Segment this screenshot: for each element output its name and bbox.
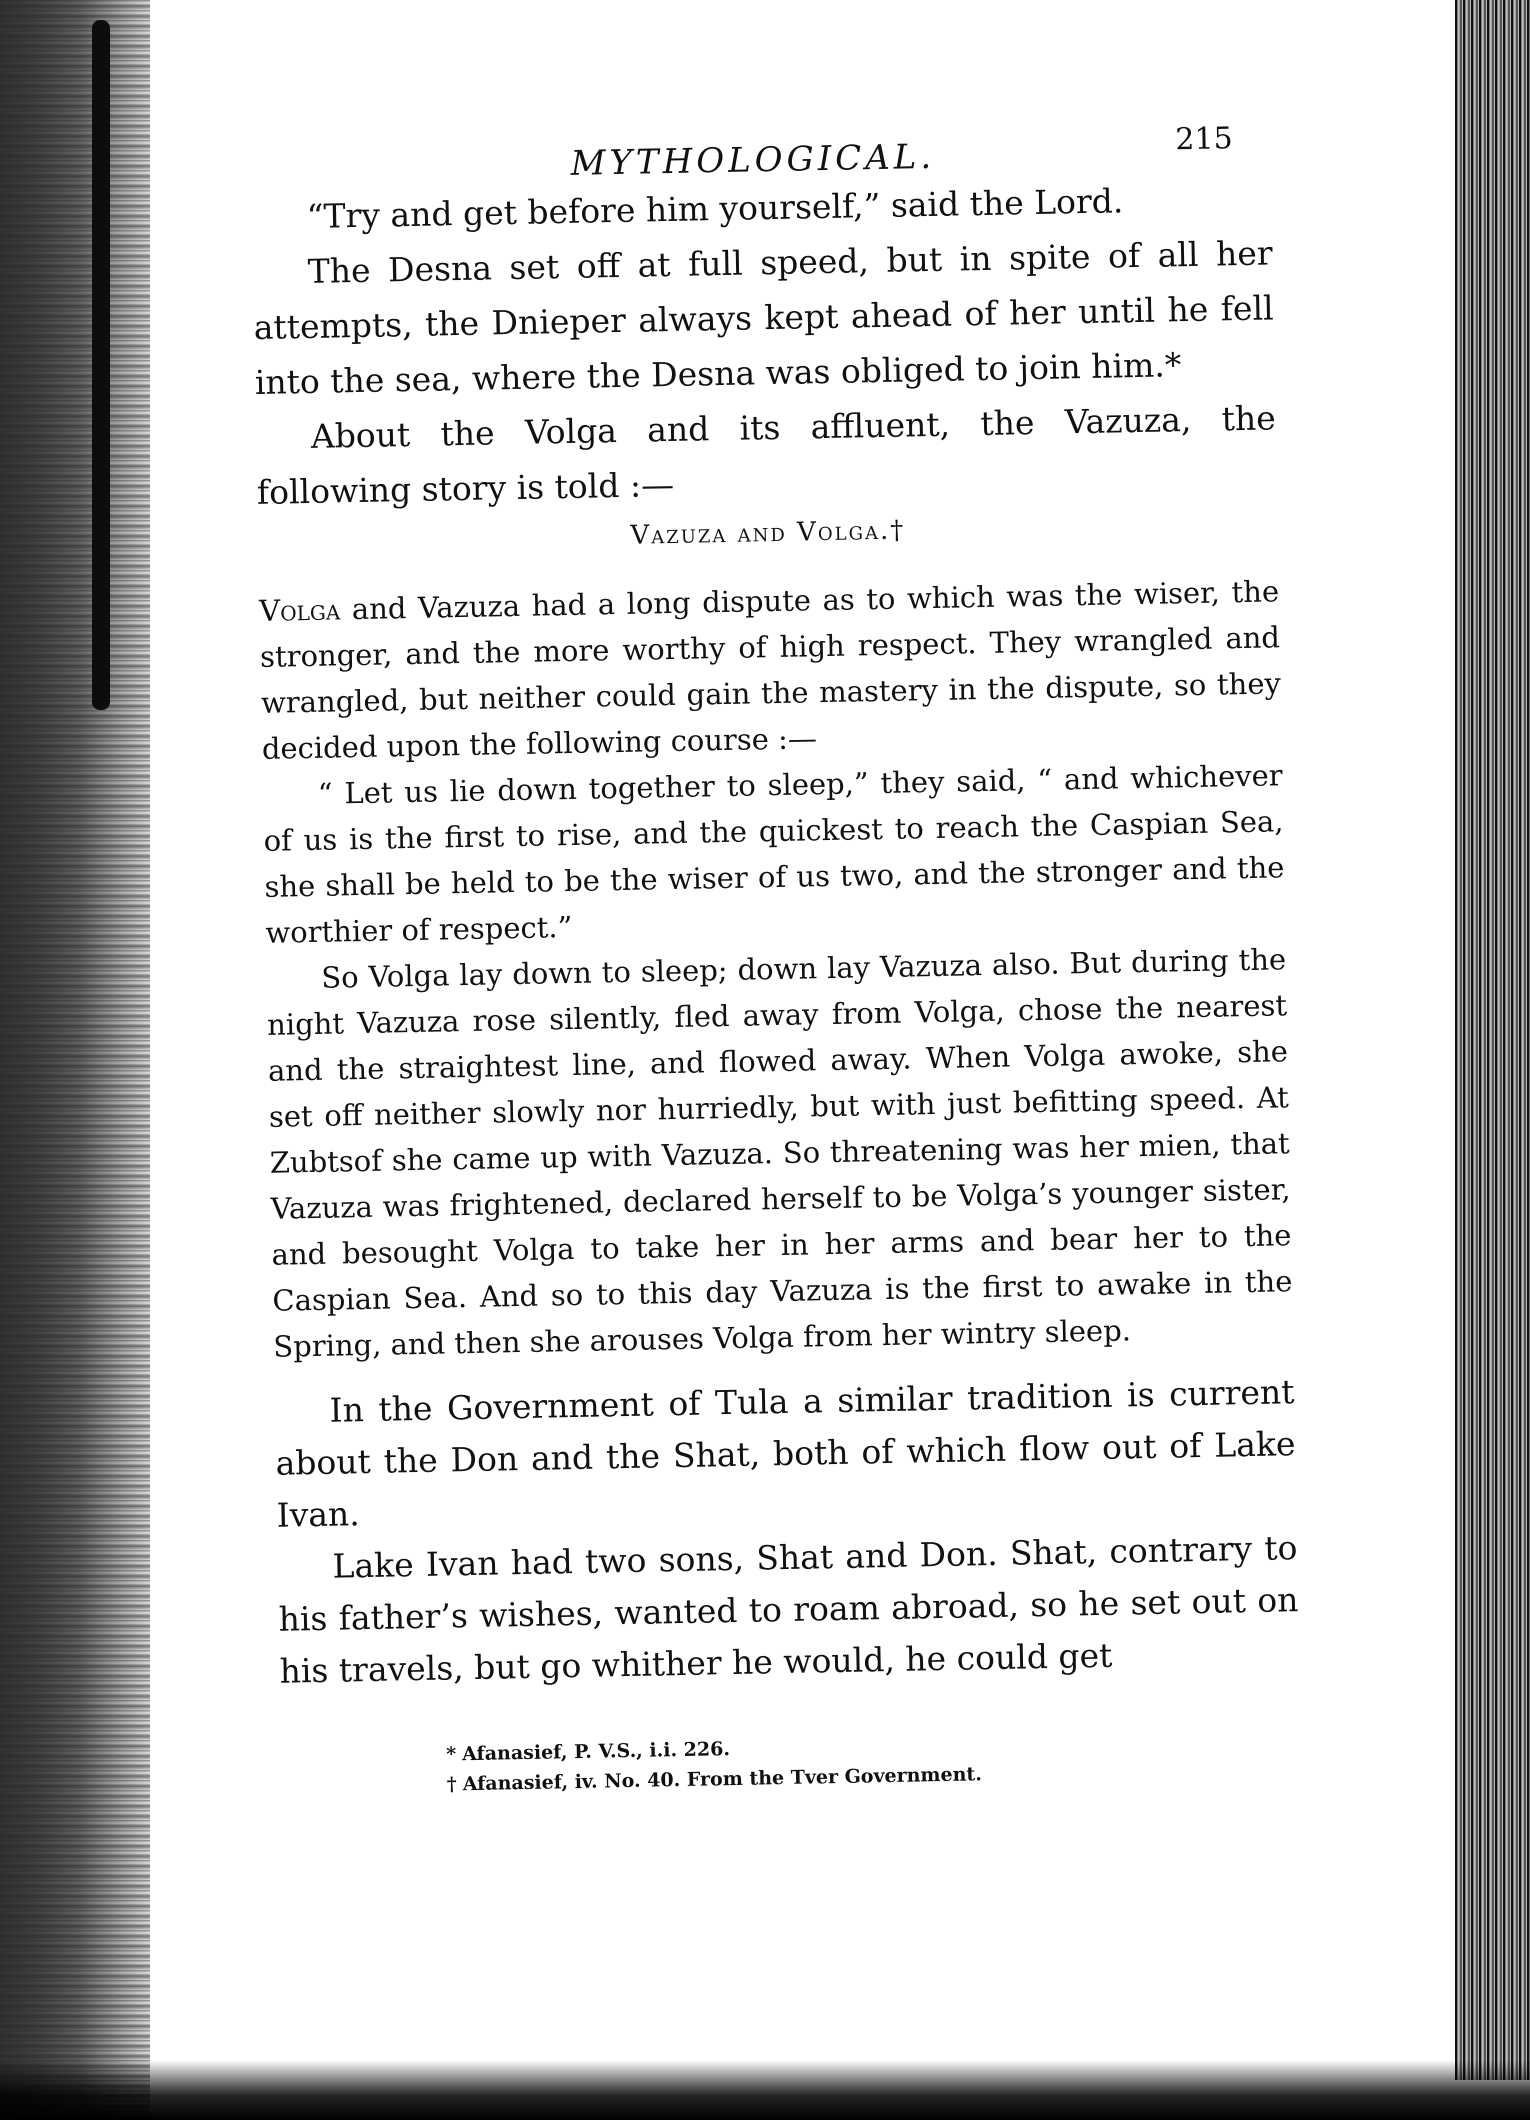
binding-shadow-left <box>0 0 150 2120</box>
footnotes <box>281 1723 1302 1803</box>
continuation-text <box>274 1366 1300 1698</box>
book-page <box>250 110 1302 1802</box>
story-text <box>259 568 1294 1369</box>
footnote-text: Afanasief, iv. No. 40. From the Tver Government. <box>462 1763 983 1796</box>
footnote-mark: † <box>446 1773 457 1796</box>
paragraph: About the Volga and its affluent, the Vazuza, the following story is told :— <box>256 398 1277 512</box>
page-number: 215 <box>1175 121 1233 158</box>
paragraph-text: and Vazuza had a long dispute as to which was the wiser, the stronger, and the more worthy of high respect. They wrangled and wrangled, but neither could gain the mastery in the dispute, so they decided upon the following course :— <box>259 574 1282 766</box>
paragraph: In the Government of Tula a similar tradition is current about the Don and the Shat, both of which flow out of Lake Ivan. <box>275 1372 1296 1535</box>
paragraph: The Desna set off at full speed, but in spite of all her attempts, the Dnieper always kept ahead of her until he fell into the sea, where the Desna was obliged to join him.* <box>253 233 1274 402</box>
paragraph: “ Let us lie down together to sleep,” they said, “ and whichever of us is the first to rise, and the quickest to reach the Caspian Sea, she shall be held to be the wiser of us two, and the stronger and the worthier of respect.” <box>263 758 1285 950</box>
footnote-mark: * <box>446 1743 457 1766</box>
paragraph: “Try and get before him yourself,” said the Lord. <box>306 181 1124 236</box>
running-title: MYTHOLOGICAL. <box>570 136 936 184</box>
page-edges-right <box>1455 0 1530 2080</box>
opening-text <box>251 170 1277 520</box>
paragraph: Lake Ivan had two sons, Shat and Don. Shat, contrary to his father’s wishes, wanted to roam abroad, so he set out on his travels, but go whither he would, he could get <box>278 1528 1299 1691</box>
paragraph <box>259 568 1282 772</box>
footnote-text: Afanasief, P. V.S., i.i. 226. <box>461 1738 731 1766</box>
bottom-shadow <box>0 2060 1530 2120</box>
lead-word: Volga <box>258 592 341 628</box>
paragraph: So Volga lay down to sleep; down lay Vazuza also. But during the night Vazuza rose silently, fled away from Volga, chose the nearest and the straightest line, and flowed away. When Volga awoke, she set off neither slowly nor hurriedly, but with just befitting speed. At Zubtsof she came up with Vazuza. So threatening was her mien, that Vazuza was frightened, declared herself to be Volga’s younger sister, and besought Volga to take her in her arms and bear her to the Caspian Sea. And so to this day Vazuza is the first to awake in the Spring, and then she arouses Volga from her wintry sleep. <box>266 942 1293 1364</box>
section-title: Vazuza and Volga.† <box>630 515 906 551</box>
binding-strip <box>92 20 110 710</box>
